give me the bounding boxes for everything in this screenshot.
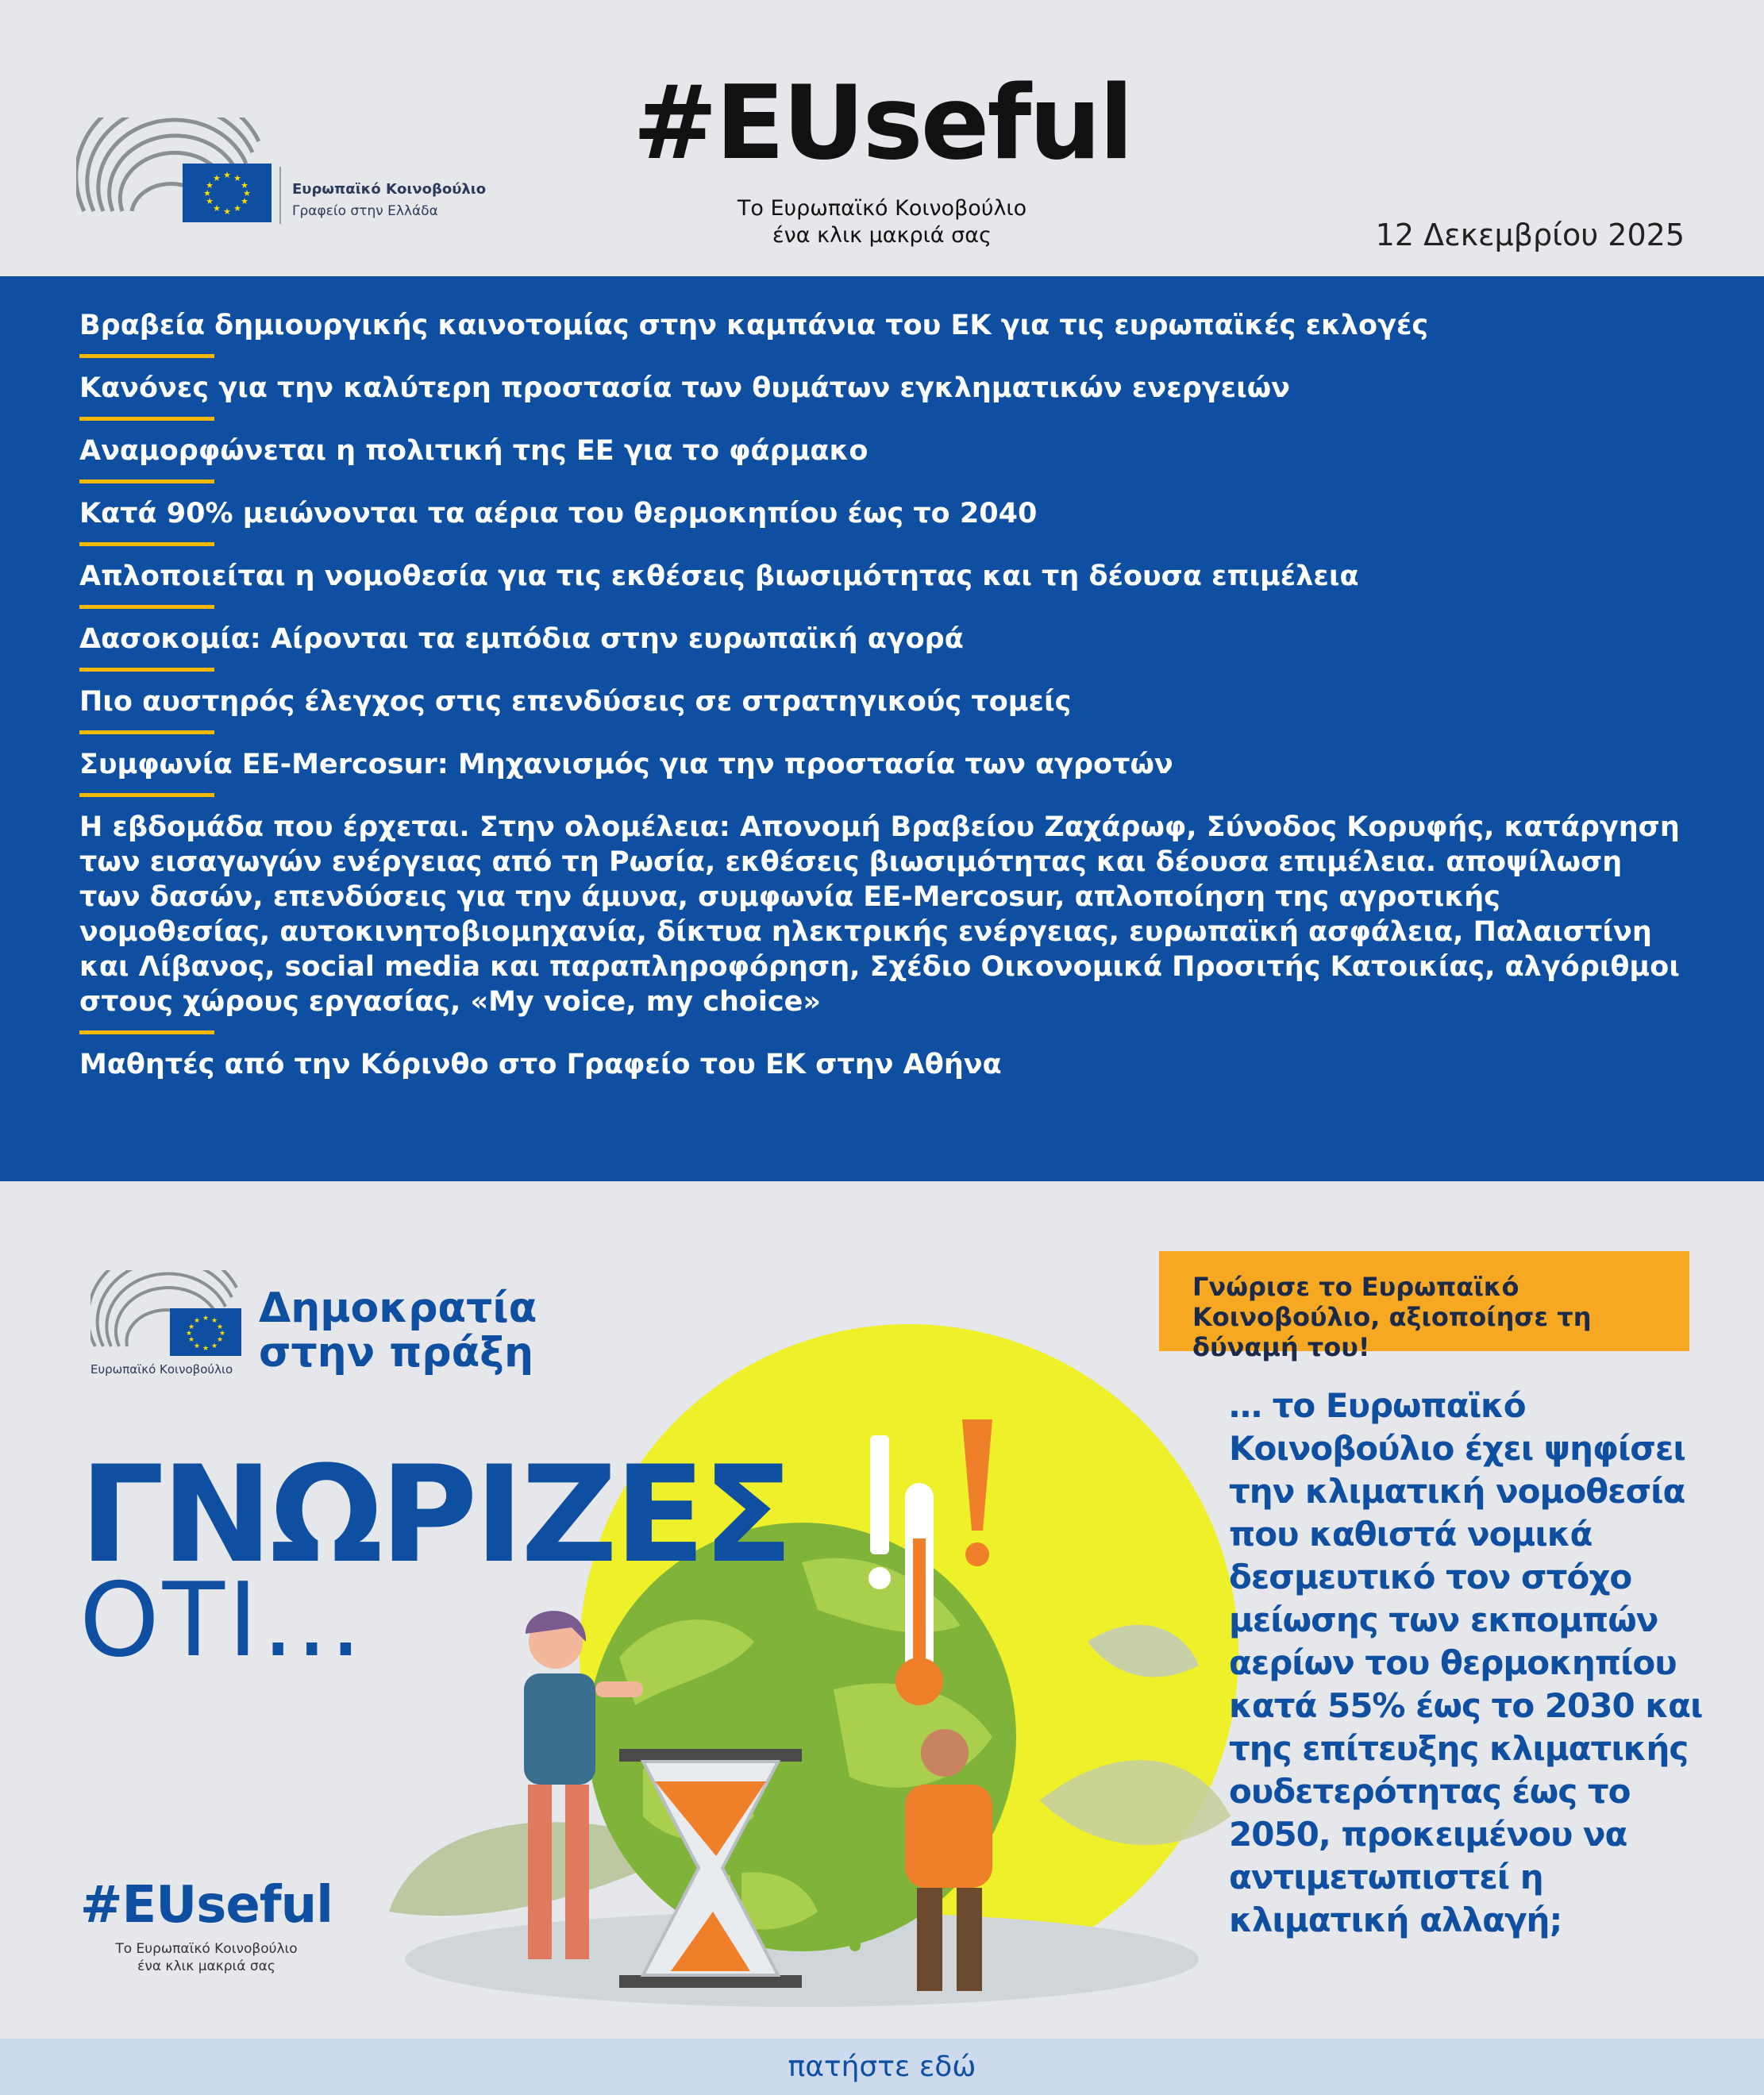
news-link[interactable]: Κατά 90% μειώνονται τα αέρια του θερμοκηπίου έως το 2040 — [79, 498, 1038, 530]
svg-text:★: ★ — [218, 1330, 226, 1338]
tagline-line-1: Το Ευρωπαϊκό Κοινοβούλιο — [737, 196, 1027, 221]
tagline-line-2: ένα κλικ μακριά σας — [772, 223, 992, 248]
news-link[interactable]: Δασοκομία: Αίρονται τα εμπόδια στην ευρωπαϊκή αγορά — [79, 623, 964, 655]
news-link[interactable]: Βραβεία δημιουργικής καινοτομίας στην καμπάνια του ΕΚ για τις ευρωπαϊκές εκλογές — [79, 310, 1429, 341]
svg-text:★: ★ — [202, 1345, 210, 1353]
issue-date: 12 Δεκεμβρίου 2025 — [1375, 218, 1685, 252]
page-title: #EUseful — [632, 64, 1132, 183]
svg-text:★: ★ — [193, 1342, 201, 1350]
news-divider — [79, 417, 214, 421]
click-here-label[interactable]: πατήστε εδώ — [788, 2051, 976, 2083]
news-link[interactable]: Συμφωνία ΕΕ-Mercosur: Μηχανισμός για την προστασία των αγροτών — [79, 749, 1173, 780]
svg-text:★: ★ — [206, 180, 214, 191]
news-item[interactable] — [79, 559, 1691, 622]
callout-text: Γνώρισε το Ευρωπαϊκό Κοινοβούλιο, αξιοποίησε τη δύναμή του! — [1192, 1272, 1592, 1362]
news-item[interactable] — [79, 1047, 1691, 1095]
news-item[interactable] — [79, 433, 1691, 496]
news-item[interactable] — [79, 496, 1691, 559]
news-link[interactable]: Πιο αυστηρός έλεγχος στις επενδύσεις σε στρατηγικούς τομείς — [79, 686, 1072, 718]
svg-text:★: ★ — [185, 1330, 193, 1338]
news-item[interactable] — [79, 810, 1691, 1047]
euseful-mini-logo — [79, 1876, 333, 1975]
did-you-know-heading: ΓΝΩΡΙΖΕΣ — [79, 1437, 791, 1592]
svg-text:★: ★ — [213, 173, 221, 183]
news-item[interactable] — [79, 747, 1691, 810]
news-divider — [79, 479, 214, 483]
svg-text:★: ★ — [210, 1317, 218, 1325]
svg-text:★: ★ — [206, 196, 214, 206]
did-you-know-subheading: ΟΤΙ… — [79, 1562, 366, 1680]
news-item[interactable] — [79, 622, 1691, 684]
callout-box — [1159, 1251, 1689, 1362]
news-divider — [79, 1030, 214, 1034]
click-here-button[interactable] — [0, 2039, 1764, 2095]
svg-text:★: ★ — [243, 188, 251, 198]
news-divider — [79, 605, 214, 609]
mini-logo-title: #EUseful — [79, 1876, 333, 1935]
logo-name: Ευρωπαϊκό Κοινοβούλιο — [292, 181, 487, 198]
svg-text:★: ★ — [210, 1342, 218, 1350]
news-divider — [79, 730, 214, 734]
logo-ep-label: Ευρωπαϊκό Κοινοβούλιο — [91, 1362, 233, 1377]
svg-text:★: ★ — [223, 170, 231, 180]
svg-text:★: ★ — [187, 1323, 195, 1331]
logo-title-line-2: στην πράξη — [259, 1329, 534, 1377]
news-link[interactable]: Αναμορφώνεται η πολιτική της ΕΕ για το φάρμακο — [79, 435, 869, 467]
news-divider — [79, 354, 214, 358]
promo-banner[interactable] — [0, 1181, 1764, 2095]
eu-flag-icon — [170, 1308, 241, 1356]
svg-text:★: ★ — [193, 1317, 201, 1325]
svg-text:★: ★ — [233, 203, 241, 214]
mini-logo-tagline-1: Το Ευρωπαϊκό Κοινοβούλιο — [115, 1941, 298, 1957]
svg-text:★: ★ — [241, 180, 248, 191]
header — [0, 0, 1764, 276]
news-link[interactable]: Η εβδομάδα που έρχεται. Στην ολομέλεια: Απονομή Βραβείου Ζαχάρωφ, Σύνοδος Κορυφής, κατάργηση των εισαγωγών ενέργειας από τη Ρωσία, εκθέσεις βιωσιμότητας και δέουσα επιμέλεια. αποψίλωση των δασών, επενδύσεις για την άμυνα, συμφωνία ΕΕ-Mercosur, απλοποίηση της αγροτικής νομοθεσίας, αυτοκινητοβιομηχανία, δίκτυα ηλεκτρικής ενέργειας, ευρωπαϊκή ασφάλεια, Παλαιστίνη και Λίβανος, social media και παραπληροφόρηση, Σχέδιο Οικονομικά Προσιτής Κατοικίας, αλγόριθμοι στους χώρους εργασίας, «My voice, my choice» — [79, 811, 1680, 1018]
svg-text:★: ★ — [233, 173, 241, 183]
news-list — [79, 308, 1691, 1095]
news-divider — [79, 542, 214, 546]
news-item[interactable] — [79, 684, 1691, 747]
news-link[interactable]: Απλοποιείται η νομοθεσία για τις εκθέσεις βιωσιμότητας και τη δέουσα επιμέλεια — [79, 560, 1359, 592]
news-link[interactable]: Μαθητές από την Κόρινθο στο Γραφείο του ΕΚ στην Αθήνα — [79, 1049, 1002, 1080]
news-item[interactable] — [79, 308, 1691, 371]
logo-title-line-1: Δημοκρατία — [259, 1284, 537, 1332]
news-link[interactable]: Κανόνες για την καλύτερη προστασία των θυμάτων εγκληματικών ενεργειών — [79, 372, 1290, 404]
democracy-in-action-logo — [91, 1270, 537, 1377]
svg-text:★: ★ — [213, 203, 221, 214]
svg-text:★: ★ — [216, 1323, 224, 1331]
news-item[interactable] — [79, 371, 1691, 433]
svg-text:★: ★ — [216, 1336, 224, 1344]
logo-subtitle: Γραφείο στην Ελλάδα — [292, 203, 438, 219]
climate-fact-text: … το Ευρωπαϊκό Κοινοβούλιο έχει ψηφίσει την κλιματική νομοθεσία που καθιστά νομικά δεσμευτικό τον στόχο μείωσης των εκπομπών αερίων του θερμοκηπίου κατά 55% έως το 2030 και της επίτευξης κλιματικής ουδετερότητας έως το 2050, προκειμένου να αντιμετωπιστεί η κλιματική αλλαγή; — [1229, 1386, 1703, 1939]
svg-text:★: ★ — [187, 1336, 195, 1344]
news-divider — [79, 793, 214, 797]
news-divider — [79, 668, 214, 672]
news-section — [0, 276, 1764, 1181]
svg-text:★: ★ — [241, 196, 248, 206]
svg-text:★: ★ — [223, 206, 231, 217]
svg-text:★: ★ — [202, 1315, 210, 1323]
mini-logo-tagline-2: ένα κλικ μακριά σας — [137, 1958, 275, 1974]
svg-text:★: ★ — [203, 188, 211, 198]
